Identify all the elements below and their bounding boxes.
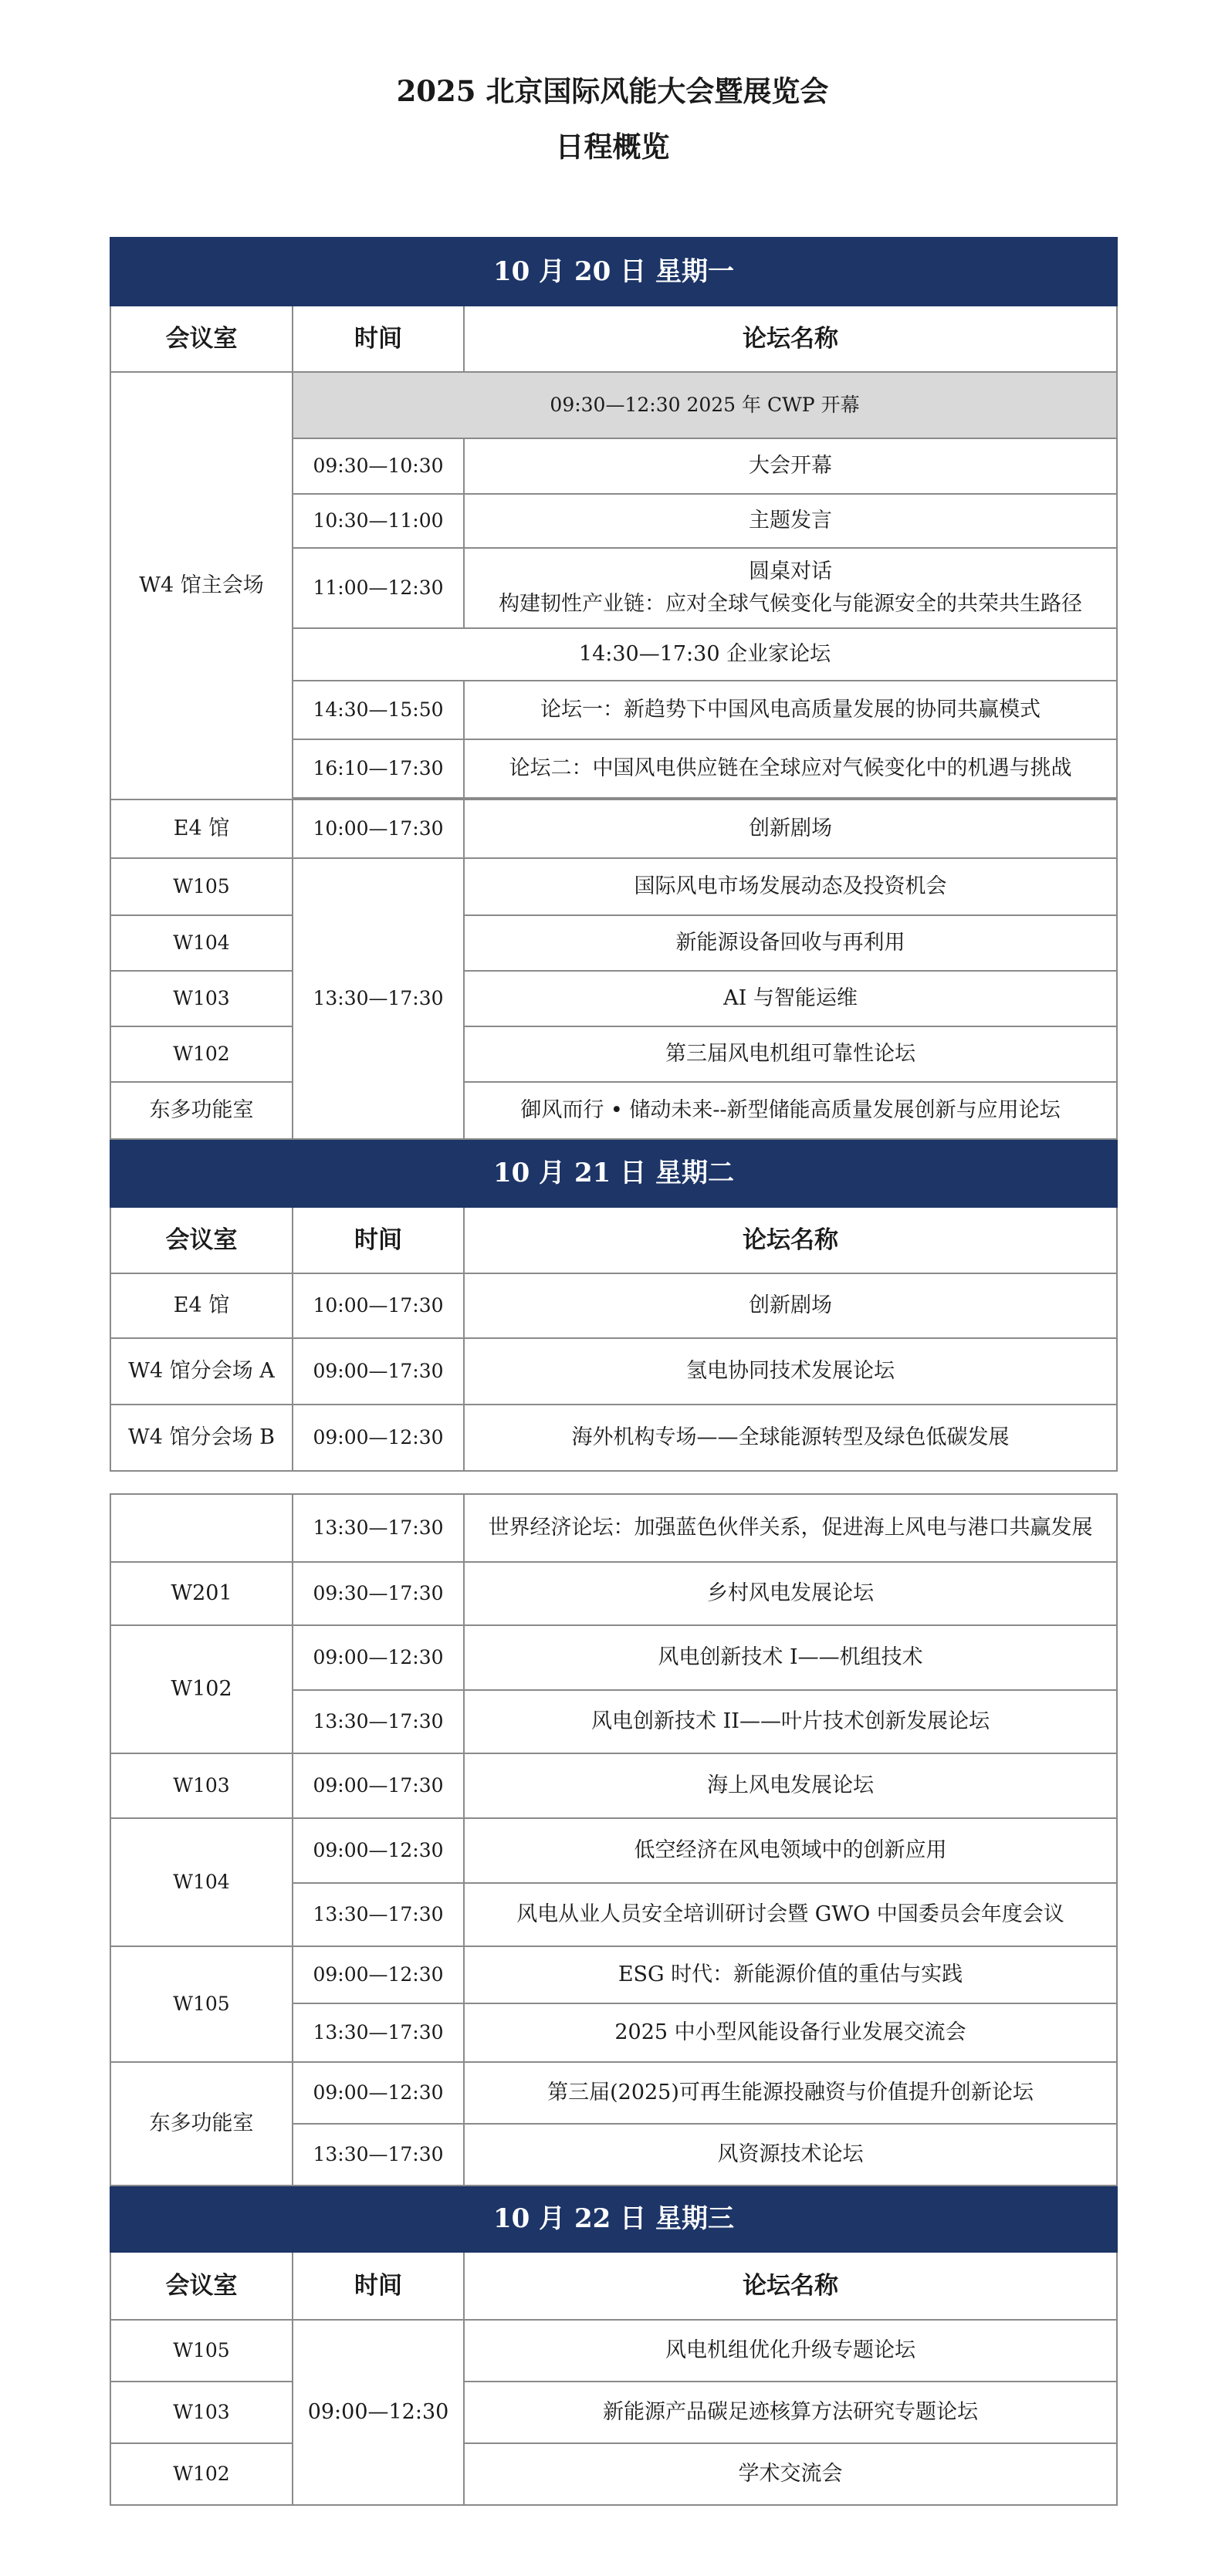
forum-cell: 主题发言 [464, 494, 1117, 548]
forum-cell: 第三届(2025)可再生能源投融资与价值提升创新论坛 [464, 2062, 1117, 2124]
time-cell: 10:30—11:00 [293, 494, 464, 548]
forum-cell: 乡村风电发展论坛 [464, 1562, 1117, 1625]
forum-cell: 氢电协同技术发展论坛 [464, 1338, 1117, 1405]
day-label: 10 月 20 日 星期一 [110, 238, 1117, 306]
forum-cell: 2025 中小型风能设备行业发展交流会 [464, 2003, 1117, 2062]
table-row [110, 1494, 1117, 1562]
forum-cell: 学术交流会 [464, 2443, 1117, 2505]
forum-cell: 论坛二：中国风电供应链在全球应对气候变化中的机遇与挑战 [464, 739, 1117, 798]
table-row [110, 2320, 1117, 2382]
forum-cell: 风资源技术论坛 [464, 2124, 1117, 2186]
schedule-table-part2 [110, 1493, 1118, 2506]
time-cell: 10:00—17:30 [293, 800, 464, 858]
forum-cell: 新能源设备回收与再利用 [464, 915, 1117, 971]
time-cell: 13:30—17:30 [293, 858, 464, 1139]
room-cell: W102 [110, 1625, 293, 1753]
time-cell: 09:30—17:30 [293, 1562, 464, 1625]
table-row [110, 1338, 1117, 1405]
table-row [110, 1562, 1117, 1625]
room-cell: W103 [110, 1753, 293, 1818]
forum-cell: 海外机构专场——全球能源转型及绿色低碳发展 [464, 1405, 1117, 1471]
forum-cell [464, 548, 1117, 628]
forum-cell: 创新剧场 [464, 1273, 1117, 1338]
time-cell: 09:00—12:30 [293, 1818, 464, 1883]
table-row [110, 1273, 1117, 1338]
room-cell: W103 [110, 971, 293, 1026]
room-cell: W4 馆主会场 [110, 372, 293, 800]
room-cell: W104 [110, 915, 293, 971]
room-cell: W105 [110, 1946, 293, 2062]
table-row [110, 372, 1117, 438]
forum-cell: 海上风电发展论坛 [464, 1753, 1117, 1818]
time-cell: 09:00—12:30 [293, 2062, 464, 2124]
column-header-row [110, 1207, 1117, 1273]
table-row [110, 1818, 1117, 1883]
room-cell: W102 [110, 2443, 293, 2505]
header-time: 时间 [293, 1207, 464, 1273]
time-cell: 10:00—17:30 [293, 1273, 464, 1338]
day-header-oct22 [110, 2186, 1117, 2252]
time-cell: 13:30—17:30 [293, 2003, 464, 2062]
forum-cell: AI 与智能运维 [464, 971, 1117, 1026]
time-cell: 09:30—10:30 [293, 438, 464, 494]
room-cell: E4 馆 [110, 1273, 293, 1338]
room-cell: W4 馆分会场 A [110, 1338, 293, 1405]
room-cell: W201 [110, 1562, 293, 1625]
room-cell: W102 [110, 1026, 293, 1082]
room-cell [110, 1494, 293, 1562]
time-cell: 13:30—17:30 [293, 1883, 464, 1946]
header-time: 时间 [293, 2252, 464, 2320]
table-row [110, 1026, 1117, 1082]
page-subtitle: 日程概览 [555, 130, 670, 164]
table-row [110, 1625, 1117, 1690]
table-row [110, 1753, 1117, 1818]
time-cell: 13:30—17:30 [293, 2124, 464, 2186]
table-row [110, 1405, 1117, 1471]
session-banner: 09:30—12:30 2025 年 CWP 开幕 [293, 372, 1117, 438]
time-cell: 09:00—17:30 [293, 1753, 464, 1818]
forum-cell: 论坛一：新趋势下中国风电高质量发展的协同共赢模式 [464, 681, 1117, 739]
room-cell: W4 馆分会场 B [110, 1405, 293, 1471]
column-header-row [110, 2252, 1117, 2320]
room-cell: 东多功能室 [110, 1082, 293, 1139]
forum-cell: 新能源产品碳足迹核算方法研究专题论坛 [464, 2382, 1117, 2443]
forum-line: 圆桌对话 [749, 559, 832, 584]
time-cell: 09:00—17:30 [293, 1338, 464, 1405]
schedule-table-part1 [110, 237, 1118, 1472]
day-label: 10 月 21 日 星期二 [110, 1139, 1117, 1207]
session-banner: 14:30—17:30 企业家论坛 [293, 628, 1117, 681]
table-row [110, 1946, 1117, 2003]
forum-cell: 风电从业人员安全培训研讨会暨 GWO 中国委员会年度会议 [464, 1883, 1117, 1946]
time-cell: 13:30—17:30 [293, 1494, 464, 1562]
forum-cell: 第三届风电机组可靠性论坛 [464, 1026, 1117, 1082]
time-cell: 14:30—15:50 [293, 681, 464, 739]
header-forum: 论坛名称 [464, 2252, 1117, 2320]
forum-cell: 风电机组优化升级专题论坛 [464, 2320, 1117, 2382]
page-title: 2025 北京国际风能大会暨展览会 [396, 74, 829, 108]
forum-cell: 世界经济论坛：加强蓝色伙伴关系，促进海上风电与港口共赢发展 [464, 1494, 1117, 1562]
day-label: 10 月 22 日 星期三 [110, 2186, 1117, 2252]
forum-cell: 低空经济在风电领域中的创新应用 [464, 1818, 1117, 1883]
table-row [110, 2443, 1117, 2505]
forum-cell: 国际风电市场发展动态及投资机会 [464, 858, 1117, 915]
day-header-oct21 [110, 1139, 1117, 1207]
time-cell: 11:00—12:30 [293, 548, 464, 628]
room-cell: W103 [110, 2382, 293, 2443]
room-cell: W105 [110, 2320, 293, 2382]
time-cell: 09:00—12:30 [293, 1405, 464, 1471]
day-header-oct20 [110, 238, 1117, 306]
table-row [110, 1082, 1117, 1139]
time-cell: 16:10—17:30 [293, 739, 464, 798]
header-forum: 论坛名称 [464, 1207, 1117, 1273]
table-row [110, 2382, 1117, 2443]
room-cell: E4 馆 [110, 800, 293, 858]
column-header-row [110, 306, 1117, 372]
forum-cell: 创新剧场 [464, 800, 1117, 858]
room-cell: W105 [110, 858, 293, 915]
forum-cell: 大会开幕 [464, 438, 1117, 494]
room-cell: 东多功能室 [110, 2062, 293, 2186]
forum-cell: 风电创新技术 I——机组技术 [464, 1625, 1117, 1690]
time-cell: 09:00—12:30 [293, 2320, 464, 2505]
table-row [110, 971, 1117, 1026]
table-row [110, 800, 1117, 858]
header-room: 会议室 [110, 2252, 293, 2320]
forum-cell: ESG 时代：新能源价值的重估与实践 [464, 1946, 1117, 2003]
table-row [110, 2062, 1117, 2124]
forum-cell: 风电创新技术 II——叶片技术创新发展论坛 [464, 1690, 1117, 1753]
header-room: 会议室 [110, 1207, 293, 1273]
room-cell: W104 [110, 1818, 293, 1946]
forum-cell: 御风而行 • 储动未来--新型储能高质量发展创新与应用论坛 [464, 1082, 1117, 1139]
time-cell: 13:30—17:30 [293, 1690, 464, 1753]
time-cell: 09:00—12:30 [293, 1625, 464, 1690]
header-forum: 论坛名称 [464, 306, 1117, 372]
forum-line: 构建韧性产业链：应对全球气候变化与能源安全的共荣共生路径 [499, 592, 1082, 616]
table-row [110, 858, 1117, 915]
table-row [110, 915, 1117, 971]
time-cell: 09:00—12:30 [293, 1946, 464, 2003]
header-room: 会议室 [110, 306, 293, 372]
header-time: 时间 [293, 306, 464, 372]
